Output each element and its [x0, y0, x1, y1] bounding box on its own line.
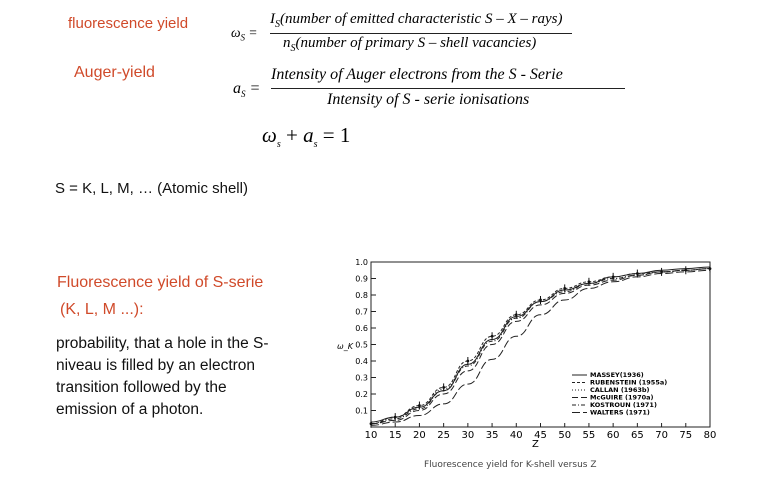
- y-tick-label: 0.9: [355, 274, 368, 284]
- shell-note: S = K, L, M, … (Atomic shell): [55, 180, 248, 197]
- data-point: [491, 335, 494, 338]
- x-tick-label: 80: [703, 430, 717, 441]
- x-tick-label: 60: [606, 430, 620, 441]
- data-point: [418, 404, 421, 407]
- auger-yield-label: Auger-yield: [74, 64, 155, 81]
- data-point: [636, 272, 639, 275]
- series-line: [371, 267, 710, 422]
- data-point: [709, 267, 712, 270]
- data-point: [394, 416, 397, 419]
- data-point: [466, 360, 469, 363]
- chart-caption: Fluorescence yield for K-shell versus Z: [424, 460, 597, 470]
- x-tick-label: 65: [630, 430, 644, 441]
- x-tick-label: 10: [364, 430, 378, 441]
- legend-entry: CALLAN (1963b): [590, 386, 650, 394]
- y-tick-label: 0.3: [355, 373, 368, 383]
- x-tick-label: 35: [485, 430, 499, 441]
- description-line: emission of a photon.: [56, 401, 204, 418]
- data-point: [515, 313, 518, 316]
- x-tick-label: 15: [388, 430, 402, 441]
- y-tick-label: 0.4: [355, 357, 368, 366]
- fluorescence-yield-label: fluorescence yield: [68, 15, 189, 32]
- description-subtitle: (K, L, M ...):: [60, 301, 144, 318]
- data-point: [539, 299, 542, 302]
- x-tick-label: 20: [413, 430, 426, 441]
- x-tick-label: 40: [509, 430, 523, 441]
- series-line: [371, 269, 710, 424]
- auger-lhs: $a_S$ =: [233, 80, 261, 100]
- data-point: [442, 386, 445, 389]
- x-tick-label: 50: [558, 430, 572, 441]
- x-tick-label: 25: [437, 430, 451, 441]
- x-tick-label: 75: [679, 430, 693, 441]
- legend-entry: KOSTROUN (1971): [590, 401, 657, 409]
- x-tick-label: 45: [534, 430, 547, 441]
- x-tick-label: 70: [655, 430, 668, 441]
- description-line: niveau is filled by an electron: [56, 357, 256, 374]
- description-title: Fluorescence yield of S-serie: [57, 274, 264, 291]
- legend-entry: RUBENSTEIN (1955a): [590, 378, 668, 387]
- description-line: probability, that a hole in the S-: [56, 335, 269, 352]
- data-point: [563, 287, 566, 290]
- y-tick-label: 0.2: [355, 390, 368, 399]
- auger-numerator: Intensity of Auger electrons from the S - Serie: [271, 66, 563, 83]
- y-tick-label: 0.1: [355, 406, 368, 416]
- series-line: [371, 269, 710, 424]
- data-point: [588, 280, 591, 283]
- data-point: [684, 269, 687, 272]
- omega-numerator: $I_S(number$ of emitted characteristic S – X – rays): [270, 11, 563, 30]
- legend-entry: MASSEY(1936): [590, 371, 644, 379]
- auger-denominator: Intensity of S - serie ionisations: [327, 91, 530, 108]
- description-line: transition followed by the: [56, 379, 227, 396]
- y-tick-label: 1.0: [355, 258, 368, 267]
- y-tick-label: 0.8: [355, 291, 368, 300]
- x-axis-label: Z: [532, 439, 539, 450]
- series-line: [371, 270, 710, 425]
- y-tick-label: 0.6: [355, 324, 368, 333]
- x-tick-label: 30: [461, 430, 475, 441]
- omega-denominator: $n_S(number$ of primary S – shell vacancies): [283, 35, 537, 54]
- series-line: [371, 269, 710, 424]
- y-tick-label: 0.7: [355, 307, 368, 317]
- series-line: [371, 269, 710, 424]
- x-tick-label: 55: [582, 430, 596, 441]
- data-point: [370, 422, 373, 425]
- legend-entry: McGUIRE (1970a): [590, 393, 654, 402]
- omega-lhs: $\omega_S$ =: [231, 25, 258, 43]
- data-point: [660, 271, 663, 274]
- legend-entry: WALTERS (1971): [590, 408, 650, 417]
- plot-frame: [371, 262, 710, 427]
- y-axis-label: ω_K: [337, 342, 353, 351]
- y-tick-label: 0.5: [355, 340, 368, 350]
- data-point: [612, 275, 615, 278]
- sum-formula: $\omega_s + a_s = 1$: [262, 123, 351, 151]
